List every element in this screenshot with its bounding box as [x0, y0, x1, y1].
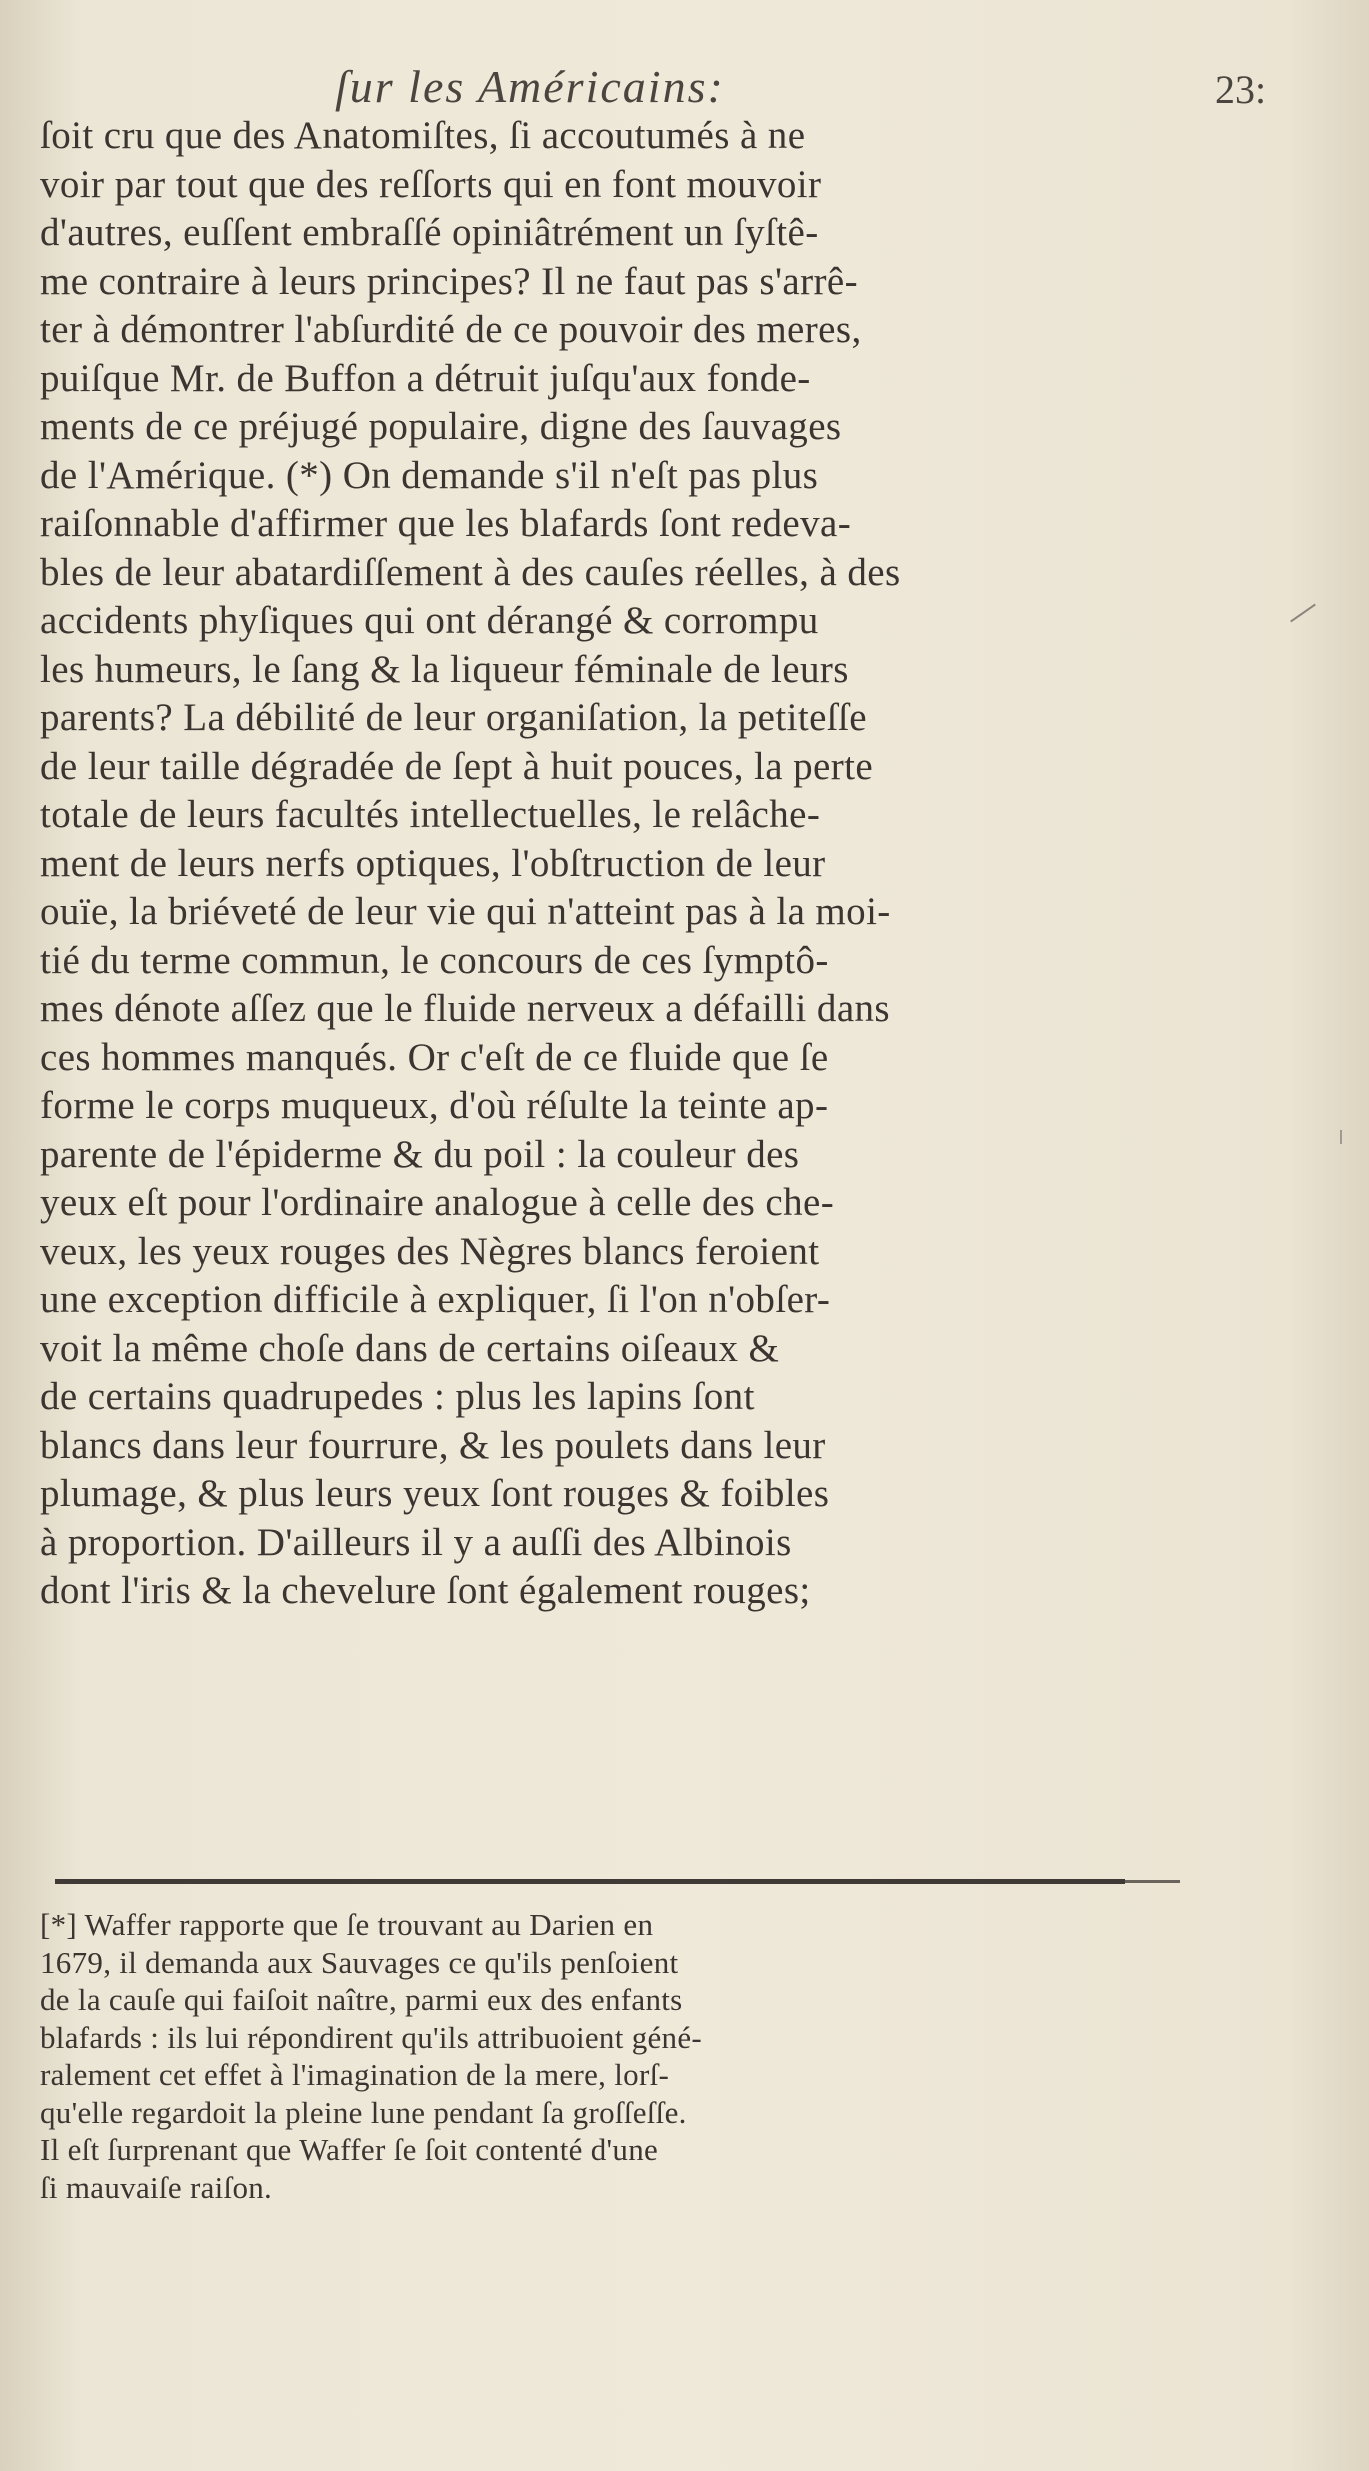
text-line: ſoit cru que des Anatomiſtes, ſi accoutumés à ne	[40, 114, 806, 157]
main-text	[40, 112, 1140, 1616]
text-line: blancs dans leur fourrure, & les poulets dans leur	[40, 1423, 826, 1467]
text-line: voir par tout que des reſſorts qui en font mouvoir	[40, 162, 822, 206]
footnote-line: ſi mauvaiſe raiſon.	[40, 2169, 273, 2205]
footnote-line: [*] Waffer rapporte que ſe trouvant au Darien en	[40, 1907, 654, 1942]
text-line: parente de l'épiderme & du poil : la couleur des	[40, 1132, 800, 1176]
text-line: de leur taille dégradée de ſept à huit pouces, la perte	[40, 744, 874, 788]
footnote-line: blafards : ils lui répondirent qu'ils attribuoient géné-	[40, 2019, 703, 2055]
footnote-line: 1679, il demanda aux Sauvages ce qu'ils penſoient	[40, 1944, 679, 1980]
footnote	[40, 1906, 1140, 2206]
text-line: de certains quadrupedes : plus les lapins ſont	[40, 1375, 755, 1418]
text-line: tié du terme commun, le concours de ces ſymptô-	[40, 938, 829, 982]
text-line: ments de ce préjugé populaire, digne des ſauvages	[40, 405, 842, 448]
footnote-line: de la cauſe qui faiſoit naître, parmi eux des enfants	[40, 1982, 683, 2017]
text-line: totale de leurs facultés intellectuelles, le relâche-	[40, 793, 821, 836]
text-line: à proportion. D'ailleurs il y a auſſi des Albinois	[40, 1520, 792, 1564]
text-line: parents? La débilité de leur organiſation, la petiteſſe	[40, 696, 867, 739]
text-line: ouïe, la briéveté de leur vie qui n'atteint pas à la moi-	[40, 890, 891, 933]
text-line: forme le corps muqueux, d'où réſulte la teinte ap-	[40, 1084, 829, 1127]
text-line: ter à démontrer l'abſurdité de ce pouvoir des meres,	[40, 308, 862, 351]
stray-mark	[1340, 1130, 1342, 1144]
text-line: accidents phyſiques qui ont dérangé & corrompu	[40, 599, 819, 642]
text-line: mes dénote aſſez que le fluide nerveux a défailli dans	[40, 987, 891, 1030]
text-line: plumage, & plus leurs yeux ſont rouges & foibles	[40, 1472, 830, 1515]
text-line: yeux eſt pour l'ordinaire analogue à celle des che-	[40, 1181, 835, 1224]
text-line: les humeurs, le ſang & la liqueur féminale de leurs	[40, 647, 849, 691]
footnote-rule-tail	[1125, 1880, 1180, 1883]
text-line: bles de leur abatardiſſement à des cauſes réelles, à des	[40, 550, 901, 594]
footnote-line: Il eſt ſurprenant que Waffer ſe ſoit contenté d'une	[40, 2132, 659, 2167]
running-title: ſur les Américains:	[335, 61, 725, 112]
text-line: me contraire à leurs principes? Il ne faut pas s'arrê-	[40, 259, 858, 303]
text-line: raiſonnable d'affirmer que les blafards ſont redeva-	[40, 502, 852, 545]
text-line: de l'Amérique. (*) On demande s'il n'eſt pas plus	[40, 453, 819, 497]
footnote-line: qu'elle regardoit la pleine lune pendant ſa groſſeſſe.	[40, 2094, 687, 2130]
text-line: voit la même choſe dans de certains oiſeaux &	[40, 1326, 780, 1370]
footnote-line: ralement cet effet à l'imagination de la mere, lorſ-	[40, 2057, 670, 2092]
text-line: puiſque Mr. de Buffon a détruit juſqu'aux fonde-	[40, 356, 811, 400]
text-line: veux, les yeux rouges des Nègres blancs feroient	[40, 1229, 820, 1273]
footnote-rule	[55, 1879, 1125, 1884]
stray-mark	[1290, 604, 1316, 623]
text-line: ces hommes manqués. Or c'eſt de ce fluide que ſe	[40, 1035, 829, 1079]
text-line: une exception difficile à expliquer, ſi l'on n'obſer-	[40, 1278, 831, 1321]
text-line: dont l'iris & la chevelure ſont également rouges;	[40, 1569, 811, 1612]
text-line: ment de leurs nerfs optiques, l'obſtruction de leur	[40, 841, 826, 885]
text-line: d'autres, euſſent embraſſé opiniâtrément un ſyſtê-	[40, 211, 819, 254]
page-number: 23:	[1215, 67, 1267, 112]
